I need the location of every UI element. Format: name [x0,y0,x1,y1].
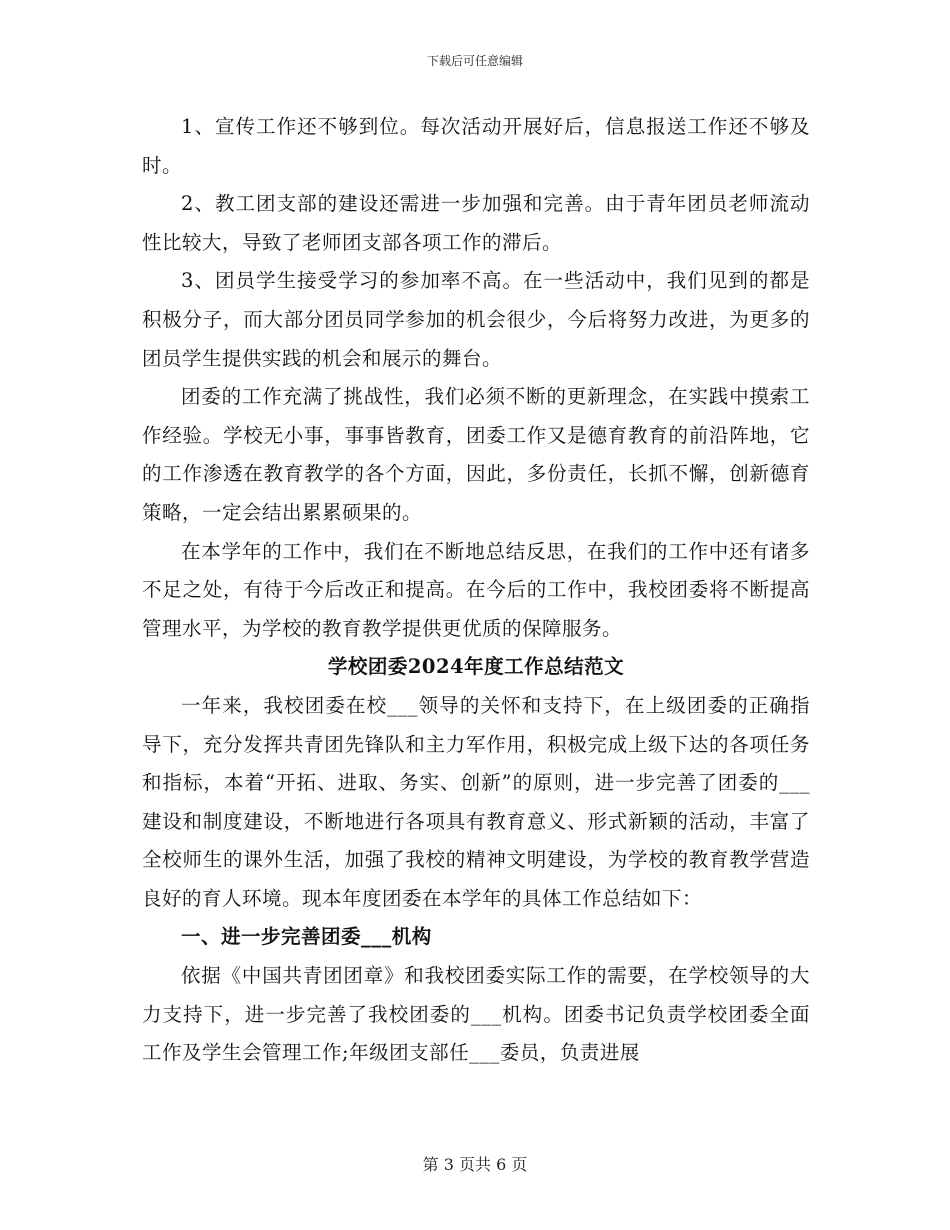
document-title: 学校团委2024年度工作总结范文 [327,655,625,679]
paragraph-participation: 3、团员学生接受学习的参加率不高。在一些活动中，我们见到的都是积极分子，而大部分团员同学参加的机会很少，今后将努力改进，为更多的团员学生提供实践的机会和展示的舞台。 [142,269,810,370]
paragraph-intro: 一年来，我校团委在校___领导的关怀和支持下，在上级团委的正确指导下，充分发挥共青团先锋队和主力军作用，积极完成上级下达的各项任务和指标，本着“开拓、进取、务实、创新”的原则，进一步完善了团委的___建设和制度建设，不断地进行各项具有教育意义、形式新颖的活动，丰富了全校师生的课外生活，加强了我校的精神文明建设，为学校的教育教学营造良好的育人环境。现本年度团委在本学年的具体工作总结如下： [142,693,810,910]
page-footer: 第 3 页共 6 页 [422,1155,528,1174]
paragraph-challenge: 团委的工作充满了挑战性，我们必须不断的更新理念，在实践中摸索工作经验。学校无小事，事事皆教育，团委工作又是德育教育的前沿阵地，它的工作渗透在教育教学的各个方面，因此，多份责任，长抓不懈，创新德育策略，一定会结出累累硕果的。 [142,385,810,524]
document-body [142,108,810,1073]
page-header: 下载后可任意编辑 [426,54,523,68]
paragraph-reflection: 在本学年的工作中，我们在不断地总结反思，在我们的工作中还有诸多不足之处，有待于今后改正和提高。在今后的工作中，我校团委将不断提高管理水平，为学校的教育教学提供更优质的保障服务。 [142,539,810,640]
paragraph-publicity: 1、宣传工作还不够到位。每次活动开展好后，信息报送工作还不够及时。 [142,115,810,177]
section-heading: 一、进一步完善团委___机构 [181,925,432,949]
paragraph-organization: 依据《中国共青团团章》和我校团委实际工作的需要，在学校领导的大力支持下，进一步完善了我校团委的___机构。团委书记负责学校团委全面工作及学生会管理工作;年级团支部任___委员，负责进展 [142,964,810,1065]
paragraph-teacher-branch: 2、教工团支部的建设还需进一步加强和完善。由于青年团员老师流动性比较大，导致了老师团支部各项工作的滞后。 [142,192,810,254]
